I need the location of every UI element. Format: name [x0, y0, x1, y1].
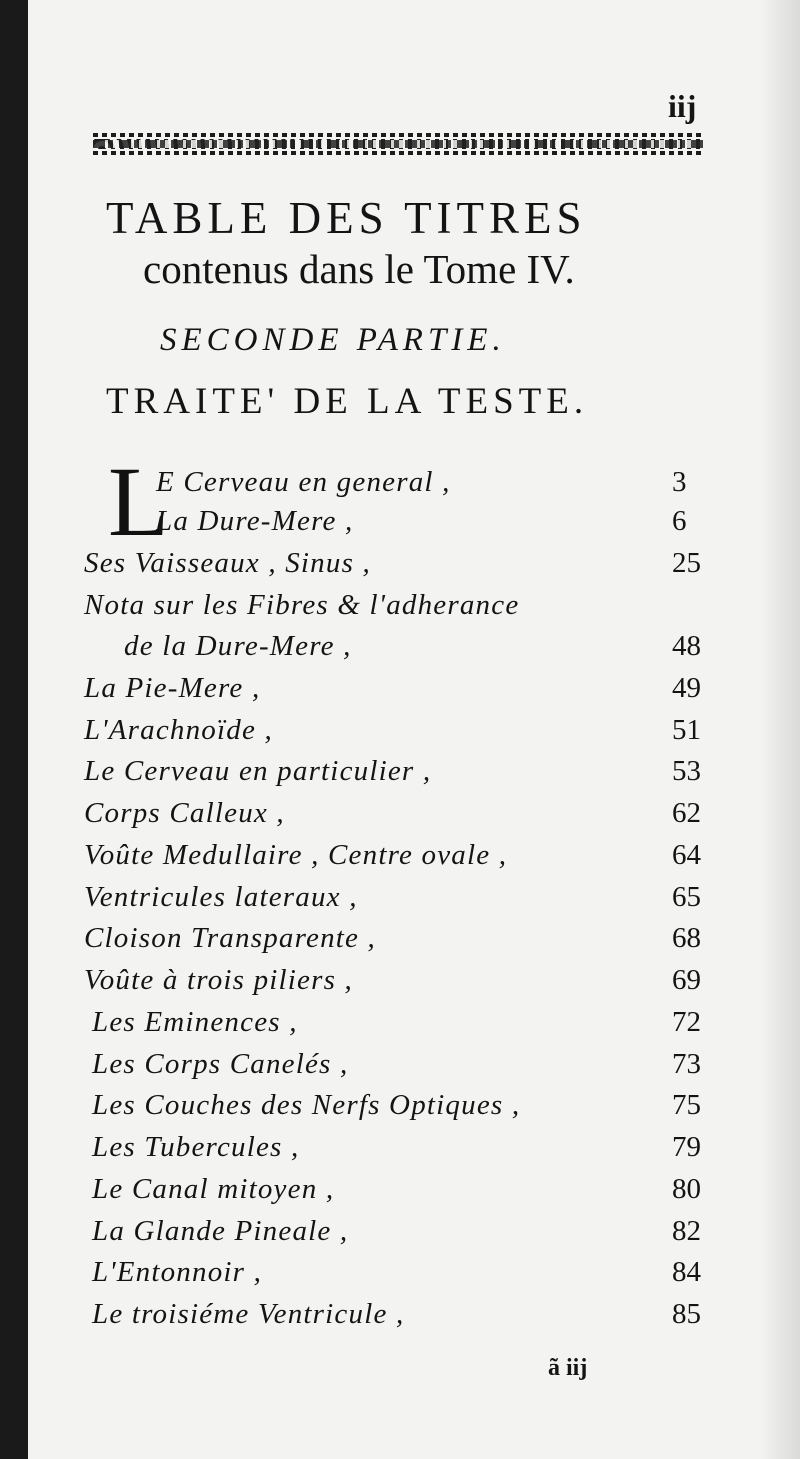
entry-title: Les Corps Canelés ,	[92, 1048, 349, 1080]
list-item	[28, 630, 800, 670]
entry-page: 80	[672, 1173, 701, 1205]
entry-title: Cloison Transparente ,	[84, 922, 377, 954]
entry-title: Le Cerveau en particulier ,	[84, 755, 432, 787]
drop-capital: L	[108, 446, 170, 557]
list-item	[28, 797, 800, 837]
entry-title: de la Dure-Mere ,	[124, 630, 352, 662]
entry-page: 68	[672, 922, 701, 954]
list-item	[28, 755, 800, 795]
entry-title: Nota sur les Fibres & l'adherance	[84, 589, 520, 621]
entry-title: Corps Calleux ,	[84, 797, 285, 829]
list-item	[28, 466, 800, 506]
entry-title: L'Arachnoïde ,	[84, 714, 273, 746]
list-item	[28, 505, 800, 545]
entry-page: 82	[672, 1215, 701, 1247]
list-item	[28, 1131, 800, 1171]
list-item	[28, 839, 800, 879]
entry-page: 64	[672, 839, 701, 871]
entry-title: Le Canal mitoyen ,	[92, 1173, 335, 1205]
table-subtitle: contenus dans le Tome IV.	[143, 246, 575, 292]
entry-page: 75	[672, 1089, 701, 1121]
entry-page: 3	[672, 466, 687, 498]
list-item	[28, 922, 800, 962]
book-page	[28, 0, 800, 1459]
entry-page: 69	[672, 964, 701, 996]
list-item	[28, 547, 800, 587]
entry-title: Ses Vaisseaux , Sinus ,	[84, 547, 371, 579]
entry-page: 65	[672, 881, 701, 913]
list-item	[28, 1089, 800, 1129]
entry-page: 84	[672, 1256, 701, 1288]
entry-title: E Cerveau en general ,	[156, 466, 451, 498]
entry-title: Ventricules lateraux ,	[84, 881, 358, 913]
list-item	[28, 881, 800, 921]
entry-title: La Glande Pineale ,	[92, 1215, 349, 1247]
list-item	[28, 964, 800, 1004]
entry-title: Voûte Medullaire , Centre ovale ,	[84, 839, 508, 871]
list-item	[28, 1256, 800, 1296]
section-heading: SECONDE PARTIE.	[160, 322, 506, 358]
entry-page: 72	[672, 1006, 701, 1038]
catchword: ã iij	[548, 1355, 588, 1381]
list-item	[28, 672, 800, 712]
entry-page: 53	[672, 755, 701, 787]
list-item	[28, 1006, 800, 1046]
entry-title: Les Tubercules ,	[92, 1131, 300, 1163]
table-title: TABLE DES TITRES	[106, 193, 587, 243]
list-item	[28, 714, 800, 754]
entry-page: 62	[672, 797, 701, 829]
entry-title: La Pie-Mere ,	[84, 672, 261, 704]
entry-title: L'Entonnoir ,	[92, 1256, 263, 1288]
entry-page: 79	[672, 1131, 701, 1163]
entry-page: 49	[672, 672, 701, 704]
list-item	[28, 1173, 800, 1213]
entry-title: Les Eminences ,	[92, 1006, 298, 1038]
list-item	[28, 1048, 800, 1088]
entry-title: Les Couches des Nerfs Optiques ,	[92, 1089, 521, 1121]
entry-page: 73	[672, 1048, 701, 1080]
entry-page: 25	[672, 547, 701, 579]
entry-page: 48	[672, 630, 701, 662]
list-item	[28, 589, 800, 629]
entry-title: La Dure-Mere ,	[156, 505, 354, 537]
entry-title: Voûte à trois piliers ,	[84, 964, 354, 996]
treatise-heading: TRAITE' DE LA TESTE.	[106, 381, 589, 422]
headpiece-ornament	[93, 133, 705, 155]
entry-page: 51	[672, 714, 701, 746]
list-item	[28, 1215, 800, 1255]
list-item	[28, 1298, 800, 1338]
entry-page: 85	[672, 1298, 701, 1330]
folio-number: iij	[668, 88, 697, 124]
entry-page: 6	[672, 505, 687, 537]
entry-title: Le troisiéme Ventricule ,	[92, 1298, 405, 1330]
